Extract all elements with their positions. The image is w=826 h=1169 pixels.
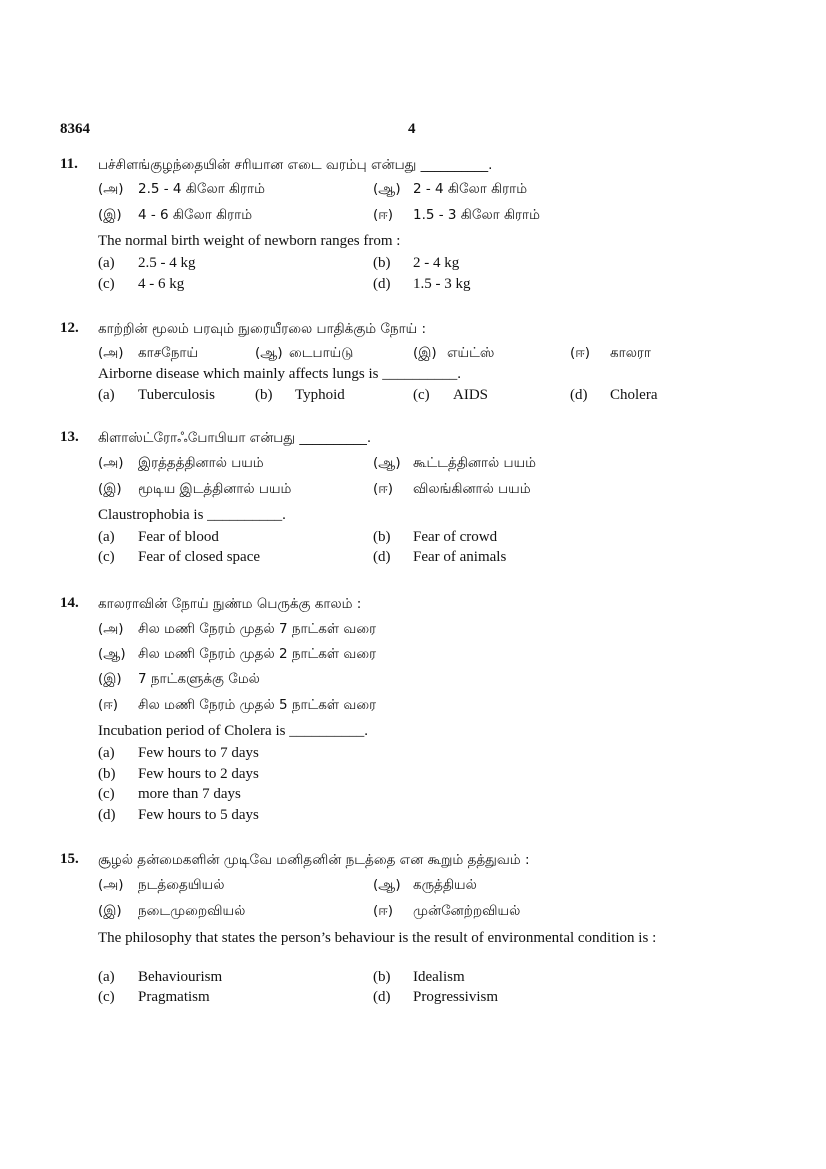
paper-code: 8364: [60, 121, 90, 137]
option-text: எய்ட்ஸ்: [447, 345, 495, 361]
option-text: இரத்தத்தினால் பயம்: [138, 455, 264, 471]
option-label: (ஆ): [373, 181, 401, 197]
tamil-option-b: [98, 646, 376, 664]
option-text: சில மணி நேரம் முதல் 7 நாட்கள் வரை: [138, 621, 377, 637]
option-text: 1.5 - 3 kg: [413, 276, 471, 292]
option-label: (c): [98, 786, 115, 802]
option-text: 4 - 6 கிலோ கிராம்: [138, 207, 253, 223]
option-label: (அ): [98, 345, 124, 361]
tamil-stem: சூழல் தன்மைகளின் முடிவே மனிதனின் நடத்தை என கூறும் தத்துவம் :: [98, 852, 530, 868]
tamil-option-b: [373, 455, 536, 473]
english-stem: Incubation period of Cholera is __________.: [98, 723, 368, 739]
option-text: Fear of crowd: [413, 529, 498, 545]
option-text: Few hours to 2 days: [138, 766, 259, 782]
english-option-b: [255, 387, 345, 404]
option-text: 2.5 - 4 கிலோ கிராம்: [138, 181, 265, 197]
option-text: Cholera: [610, 387, 658, 403]
option-label: (c): [98, 989, 115, 1005]
option-label: (b): [255, 387, 273, 403]
option-text: காலரா: [610, 345, 651, 361]
option-text: more than 7 days: [138, 786, 241, 802]
tamil-stem: பச்சிளங்குழந்தையின் சரியான எடை வரம்பு என்பது __________.: [98, 157, 493, 173]
option-label: (a): [98, 745, 115, 761]
option-label: (d): [98, 807, 116, 823]
option-label: (a): [98, 387, 115, 403]
option-label: (ஆ): [373, 455, 401, 471]
english-option-c: [98, 276, 184, 293]
option-label: (இ): [98, 903, 122, 919]
option-label: (c): [413, 387, 430, 403]
english-option-d: [570, 387, 657, 404]
question-number: 12.: [60, 320, 79, 336]
tamil-option-a: [98, 345, 198, 363]
tamil-option-a: [98, 455, 264, 473]
option-text: 1.5 - 3 கிலோ கிராம்: [413, 207, 540, 223]
tamil-stem: காலராவின் நோய் நுண்ம பெருக்கு காலம் :: [98, 596, 362, 612]
option-label: (அ): [98, 621, 124, 637]
option-label: (ஈ): [373, 207, 394, 223]
option-text: 2 - 4 கிலோ கிராம்: [413, 181, 528, 197]
tamil-option-d: [373, 207, 540, 225]
option-label: (இ): [98, 207, 122, 223]
option-label: (d): [373, 276, 391, 292]
option-text: நடைமுறைவியல்: [138, 903, 246, 919]
option-text: டைபாய்டு: [289, 345, 354, 361]
option-label: (c): [98, 549, 115, 565]
option-text: Pragmatism: [138, 989, 210, 1005]
option-label: (அ): [98, 181, 124, 197]
option-label: (a): [98, 529, 115, 545]
option-text: கூட்டத்தினால் பயம்: [413, 455, 537, 471]
option-label: (இ): [413, 345, 437, 361]
option-text: Typhoid: [295, 387, 345, 403]
english-option-a: [98, 387, 215, 404]
tamil-option-c: [98, 671, 260, 689]
option-label: (ஈ): [98, 697, 119, 713]
option-label: (b): [373, 529, 391, 545]
english-option-c: [413, 387, 488, 404]
option-text: கருத்தியல்: [413, 877, 477, 893]
english-option-b: [373, 255, 459, 272]
option-label: (ஆ): [98, 646, 126, 662]
question-number: 11.: [60, 156, 78, 172]
tamil-option-c: [98, 481, 291, 499]
english-option-b: [373, 529, 497, 546]
option-text: நடத்தையியல்: [138, 877, 225, 893]
option-label: (d): [570, 387, 588, 403]
option-label: (இ): [98, 481, 122, 497]
option-text: 2.5 - 4 kg: [138, 255, 196, 271]
tamil-option-a: [98, 877, 224, 895]
option-text: காசநோய்: [138, 345, 199, 361]
tamil-option-c: [413, 345, 494, 363]
english-stem: Claustrophobia is __________.: [98, 507, 286, 523]
option-label: (b): [98, 766, 116, 782]
tamil-option-a: [98, 181, 265, 199]
option-text: AIDS: [453, 387, 489, 403]
option-text: Fear of closed space: [138, 549, 261, 565]
english-option-a: [98, 745, 259, 762]
question-number: 14.: [60, 595, 79, 611]
option-label: (ஈ): [373, 903, 394, 919]
english-option-d: [373, 549, 506, 566]
option-label: (ஈ): [570, 345, 591, 361]
english-option-d: [373, 276, 471, 293]
tamil-option-b: [373, 181, 527, 199]
tamil-option-a: [98, 621, 376, 639]
option-label: (d): [373, 549, 391, 565]
option-text: விலங்கினால் பயம்: [413, 481, 531, 497]
option-text: Fear of animals: [413, 549, 507, 565]
option-text: Few hours to 5 days: [138, 807, 259, 823]
option-label: (b): [373, 969, 391, 985]
page-number: 4: [408, 121, 416, 137]
question-number: 13.: [60, 429, 79, 445]
option-text: 2 - 4 kg: [413, 255, 460, 271]
option-text: 7 நாட்களுக்கு மேல்: [138, 671, 260, 687]
tamil-option-b: [373, 877, 477, 895]
option-text: Progressivism: [413, 989, 499, 1005]
english-option-c: [98, 549, 260, 566]
tamil-option-c: [98, 903, 245, 921]
english-stem: Airborne disease which mainly affects lungs is __________.: [98, 366, 461, 382]
english-stem: The philosophy that states the person’s behaviour is the result of environmental condition is :: [98, 930, 657, 946]
english-option-c: [98, 786, 241, 803]
option-text: 4 - 6 kg: [138, 276, 185, 292]
english-option-d: [373, 989, 498, 1006]
tamil-option-d: [570, 345, 651, 363]
tamil-stem: கிளாஸ்ட்ரோஃபோபியா என்பது __________.: [98, 430, 372, 446]
english-option-a: [98, 255, 196, 272]
option-text: Fear of blood: [138, 529, 219, 545]
option-text: மூடிய இடத்தினால் பயம்: [138, 481, 292, 497]
english-option-c: [98, 989, 210, 1006]
tamil-stem: காற்றின் மூலம் பரவும் நுரையீரலை பாதிக்கும் நோய் :: [98, 321, 427, 337]
english-option-b: [373, 969, 465, 986]
tamil-option-c: [98, 207, 252, 225]
question-number: 15.: [60, 851, 79, 867]
option-label: (c): [98, 276, 115, 292]
option-text: Behaviourism: [138, 969, 223, 985]
english-option-a: [98, 529, 219, 546]
tamil-option-d: [373, 481, 531, 499]
option-text: Idealism: [413, 969, 465, 985]
tamil-option-b: [255, 345, 353, 363]
option-label: (a): [98, 969, 115, 985]
option-label: (ஈ): [373, 481, 394, 497]
option-text: Few hours to 7 days: [138, 745, 259, 761]
english-option-a: [98, 969, 222, 986]
english-option-b: [98, 766, 259, 783]
option-label: (ஆ): [373, 877, 401, 893]
option-label: (d): [373, 989, 391, 1005]
option-text: சில மணி நேரம் முதல் 2 நாட்கள் வரை: [138, 646, 377, 662]
english-option-d: [98, 807, 259, 824]
option-label: (a): [98, 255, 115, 271]
option-text: சில மணி நேரம் முதல் 5 நாட்கள் வரை: [138, 697, 377, 713]
option-text: Tuberculosis: [138, 387, 215, 403]
english-stem: The normal birth weight of newborn ranges from :: [98, 233, 401, 249]
option-label: (இ): [98, 671, 122, 687]
option-label: (ஆ): [255, 345, 283, 361]
option-label: (அ): [98, 877, 124, 893]
tamil-option-d: [373, 903, 520, 921]
tamil-option-d: [98, 697, 376, 715]
option-text: முன்னேற்றவியல்: [413, 903, 521, 919]
option-label: (b): [373, 255, 391, 271]
option-label: (அ): [98, 455, 124, 471]
